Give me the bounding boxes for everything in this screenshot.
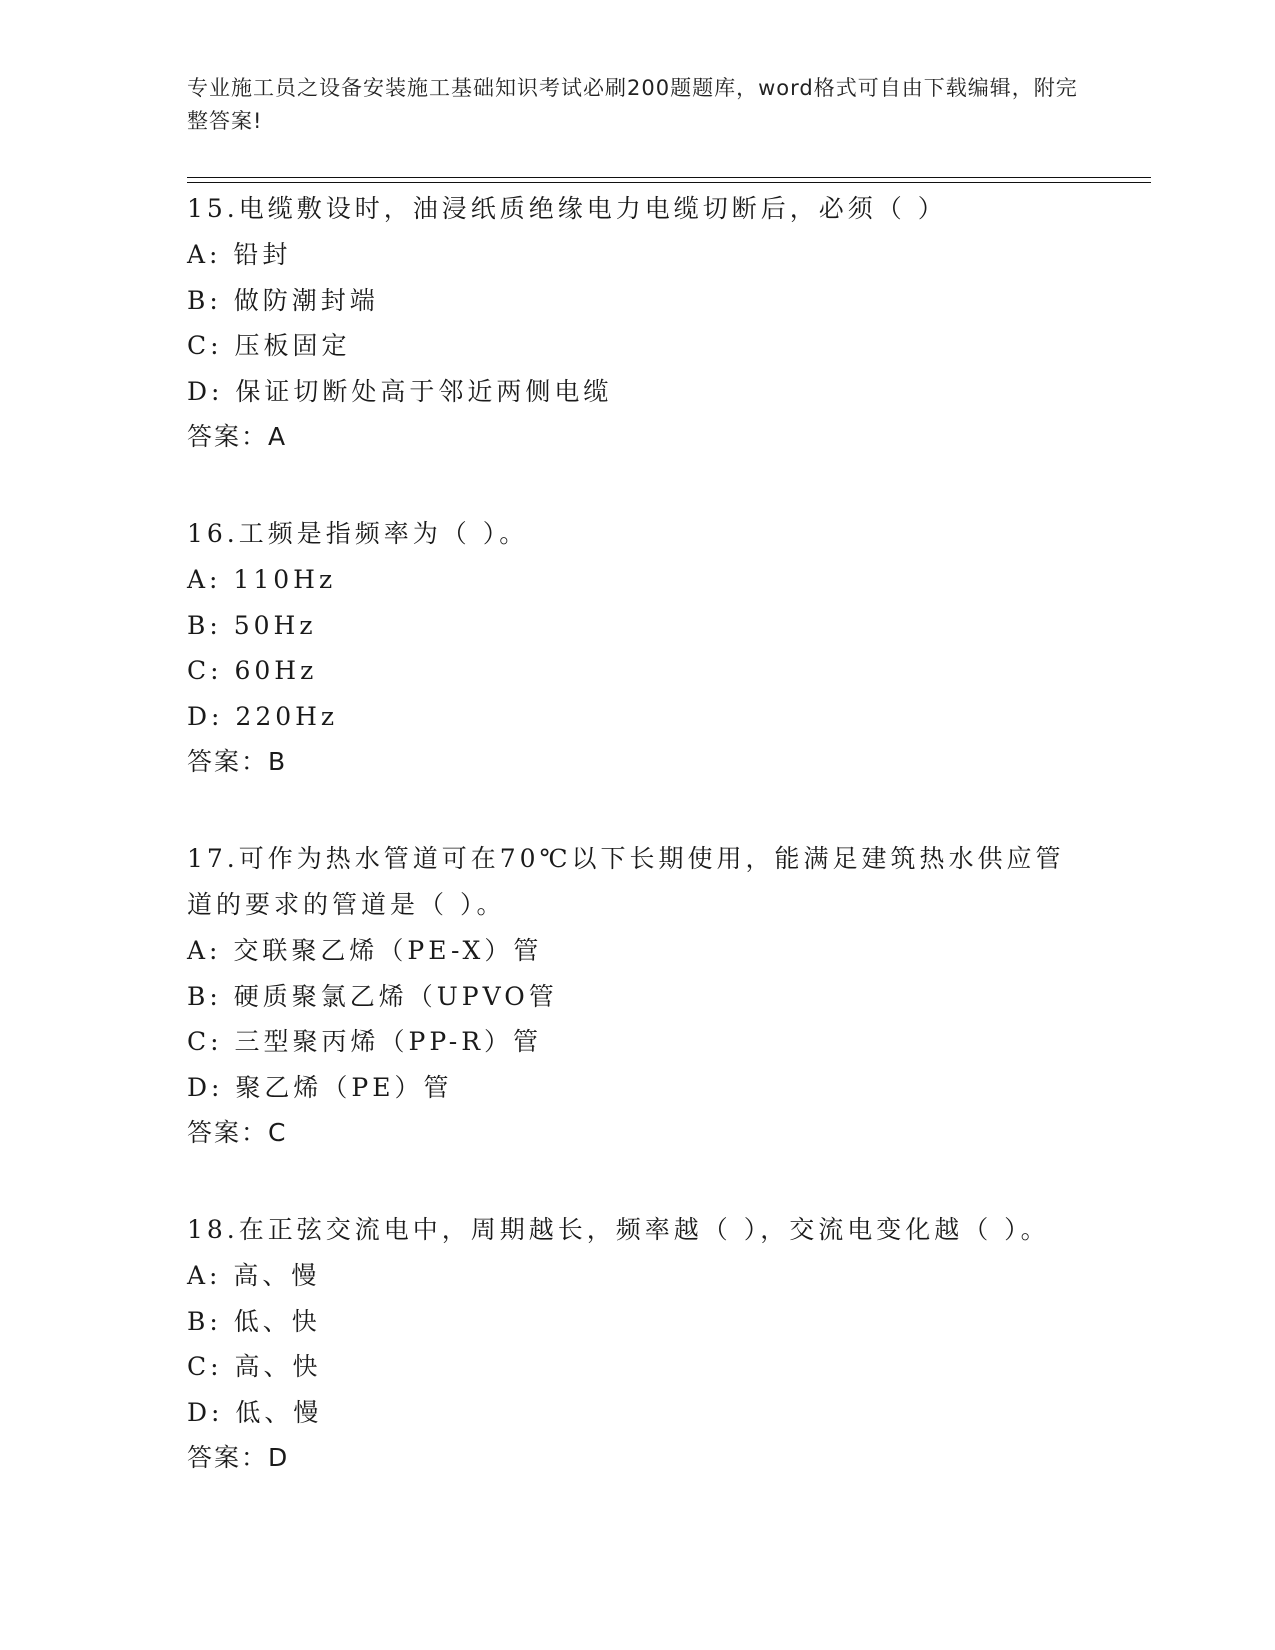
answer-line: 答案：B <box>187 747 288 776</box>
header-divider-top <box>187 177 1151 178</box>
answer-line: 答案：D <box>187 1443 290 1472</box>
option-b: B: 做防潮封端 <box>187 285 379 315</box>
question-16 <box>187 511 1087 784</box>
option-b: B: 50Hz <box>187 610 317 640</box>
option-d: D: 低、慢 <box>187 1397 323 1427</box>
option-b: B: 硬质聚氯乙烯（UPVO管 <box>187 981 558 1011</box>
option-c: C: 压板固定 <box>187 331 351 360</box>
question-list <box>187 186 1087 1532</box>
option-a: A: 铅封 <box>187 240 292 269</box>
option-b: B: 低、快 <box>187 1306 321 1336</box>
option-a: A: 交联聚乙烯（PE-X）管 <box>187 936 543 965</box>
option-a: A: 110Hz <box>187 565 337 594</box>
option-c: C: 60Hz <box>187 656 318 685</box>
question-17 <box>187 836 1087 1155</box>
option-c: C: 高、快 <box>187 1352 322 1381</box>
question-15 <box>187 186 1087 459</box>
header-divider-bottom <box>187 182 1151 183</box>
option-d: D: 聚乙烯（PE）管 <box>187 1072 453 1102</box>
question-stem: 16.工频是指频率为（ ）。 <box>187 519 529 548</box>
option-d: D: 保证切断处高于邻近两侧电缆 <box>187 376 613 406</box>
question-18 <box>187 1207 1087 1480</box>
answer-line: 答案：C <box>187 1118 288 1147</box>
document-header: 专业施工员之设备安装施工基础知识考试必刷200题题库，word格式可自由下载编辑，附完整答案! <box>187 76 1078 133</box>
question-stem: 17.可作为热水管道可在70℃以下长期使用，能满足建筑热水供应管道的要求的管道是（ ）。 <box>187 844 1065 919</box>
question-stem: 18.在正弦交流电中，周期越长，频率越（ ），交流电变化越（ ）。 <box>187 1215 1050 1244</box>
answer-line: 答案：A <box>187 422 288 451</box>
question-stem: 15.电缆敷设时，油浸纸质绝缘电力电缆切断后，必须（ ） <box>187 194 947 223</box>
option-c: C: 三型聚丙烯（PP-R）管 <box>187 1027 543 1056</box>
option-a: A: 高、慢 <box>187 1261 321 1290</box>
option-d: D: 220Hz <box>187 701 339 731</box>
